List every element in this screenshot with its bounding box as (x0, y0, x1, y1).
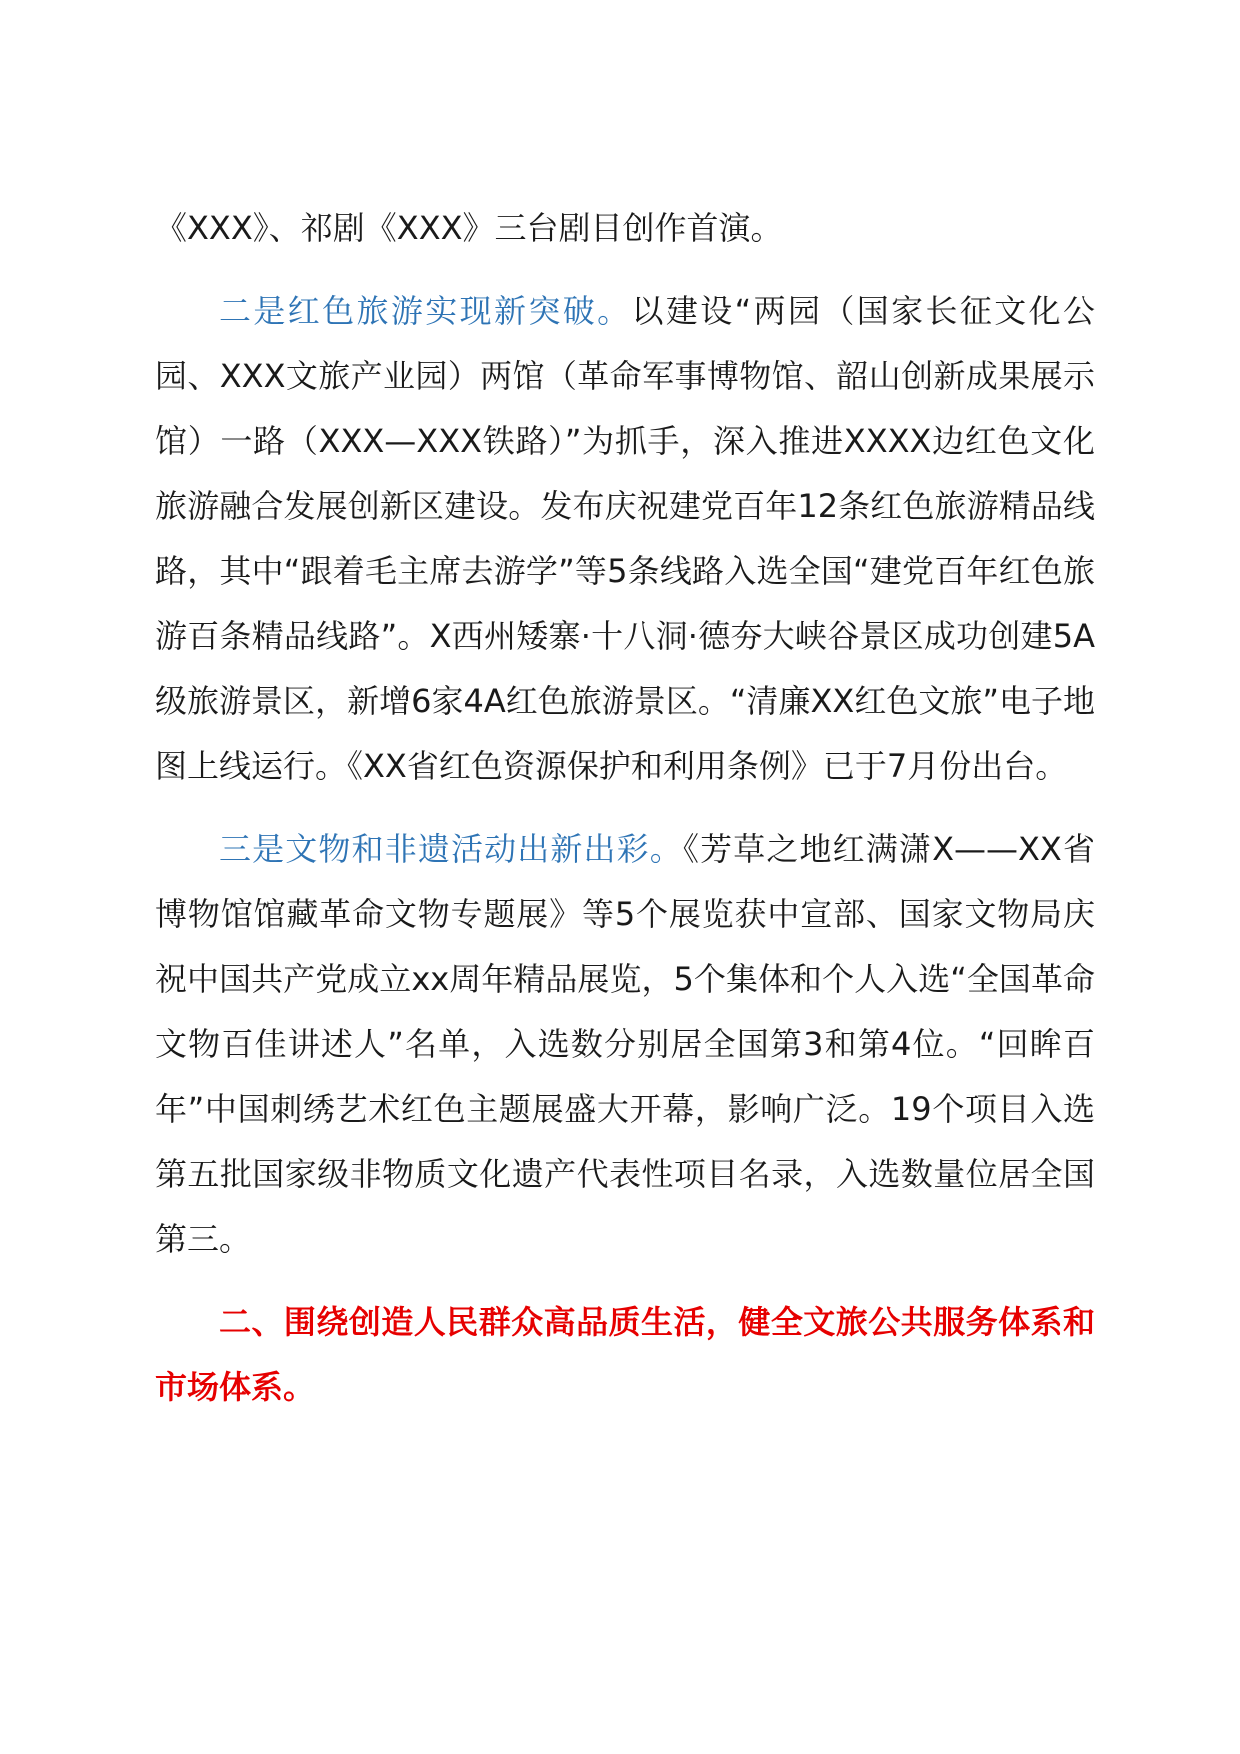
paragraph-continuation (155, 196, 1095, 261)
section-heading: 二、围绕创造人民群众高品质生活，健全文旅公共服务体系和市场体系。 (155, 1303, 1095, 1406)
paragraph-red-tourism (155, 279, 1095, 799)
paragraph-1-text: 《XXX》、祁剧《XXX》三台剧目创作首演。 (155, 209, 783, 247)
document-page (155, 196, 1095, 1420)
paragraph-heritage (155, 817, 1095, 1272)
paragraph-3-text: 《芳草之地红满潇X——XX省博物馆馆藏革命文物专题展》等5个展览获中宣部、国家文物局庆祝中国共产党成立xx周年精品展览，5个集体和个人入选“全国革命文物百佳讲述人”名单，入选数分别居全国第3和第4位。“回眸百年”中国刺绣艺术红色主题展盛大开幕，影响广泛。19个项目入选第五批国家级非物质文化遗产代表性项目名录，入选数量位居全国第三。 (155, 830, 1095, 1258)
paragraph-2-text: 以建设“两园（国家长征文化公园、XXX文旅产业园）两馆（革命军事博物馆、韶山创新成果展示馆）一路（XXX—XXX铁路）”为抓手，深入推进XXXX边红色文化旅游融合发展创新区建设。发布庆祝建党百年12条红色旅游精品线路，其中“跟着毛主席去游学”等5条线路入选全国“建党百年红色旅游百条精品线路”。X西州矮寨·十八洞·德夯大峡谷景区成功创建5A级旅游景区，新增6家4A红色旅游景区。“清廉XX红色文旅”电子地图上线运行。《XX省红色资源保护和利用条例》已于7月份出台。 (155, 292, 1095, 785)
paragraph-3-lead: 三是文物和非遗活动出新出彩。 (219, 830, 683, 868)
paragraph-2-lead: 二是红色旅游实现新突破。 (219, 292, 632, 330)
